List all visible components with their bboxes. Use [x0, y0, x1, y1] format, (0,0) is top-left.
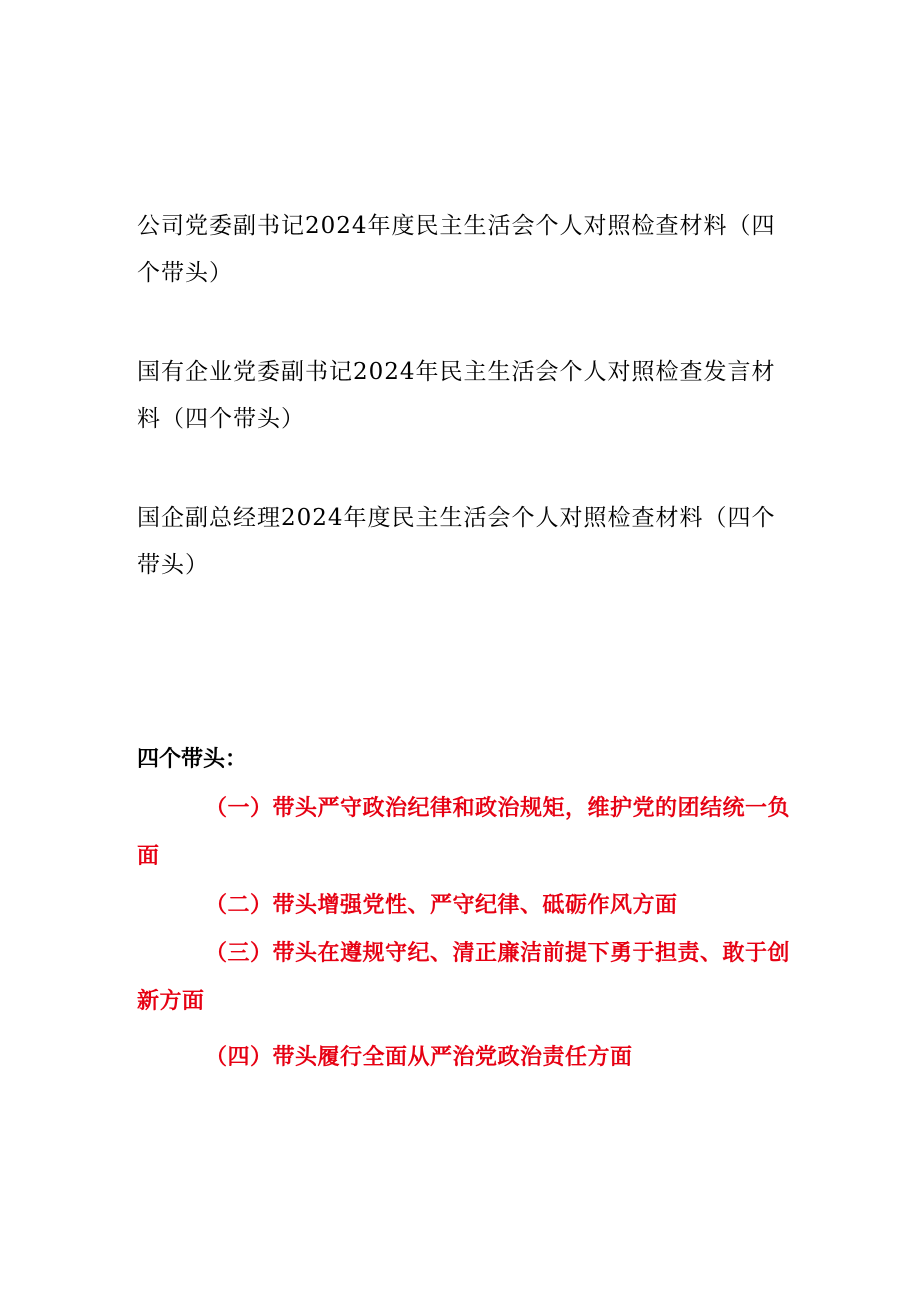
section-item-1: （一）带头严守政治纪律和政治规矩，维护党的团结统一负面 — [137, 796, 791, 869]
section-item-3: （三）带头在遵规守纪、清正廉洁前提下勇于担责、敢于创新方面 — [137, 941, 791, 1014]
document-title-3: 国企副总经理2024年度民主生活会个人对照检查材料（四个带头） — [137, 505, 776, 578]
section-item-4: （四）带头履行全面从严治党政治责任方面 — [205, 1045, 633, 1070]
section-heading: 四个带头： — [137, 747, 248, 772]
document-title-1: 公司党委副书记2024年度民主生活会个人对照检查材料（四个带头） — [137, 213, 776, 286]
document-title-2: 国有企业党委副书记2024年民主生活会个人对照检查发言材料（四个带头） — [137, 359, 776, 432]
section-item-2: （二）带头增强党性、严守纪律、砥砺作风方面 — [205, 893, 678, 918]
